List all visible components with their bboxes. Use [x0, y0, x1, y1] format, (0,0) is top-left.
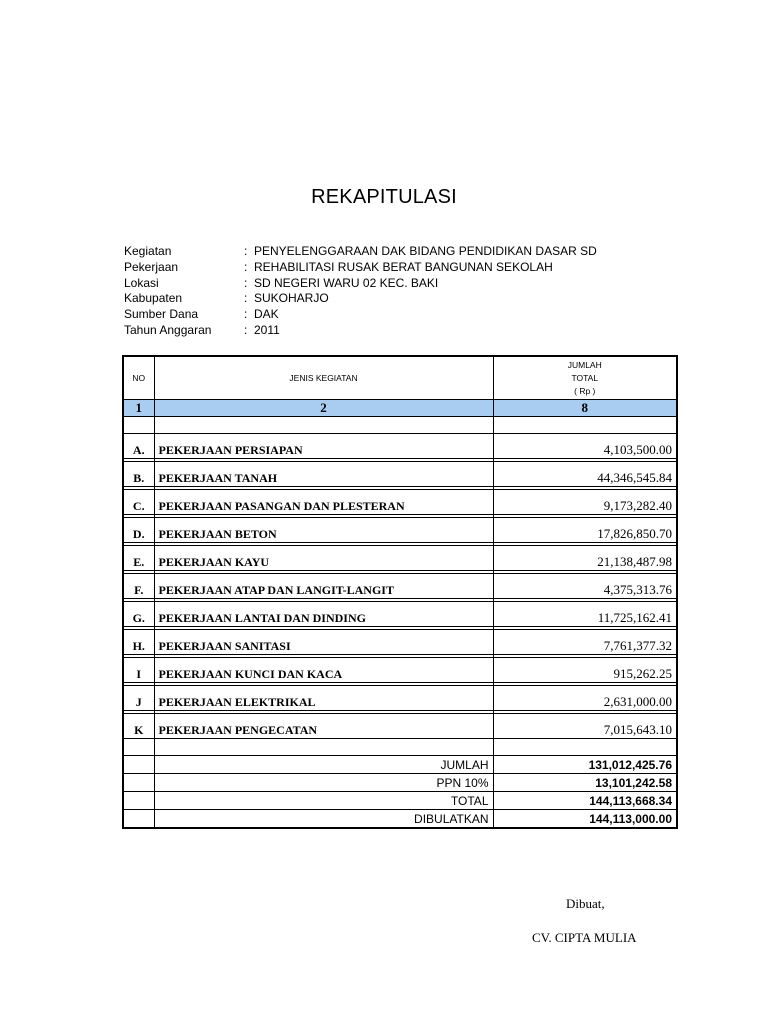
table-row	[123, 546, 677, 571]
info-label: Sumber Dana	[124, 307, 199, 322]
item-amount: 11,725,162.41	[493, 602, 677, 627]
info-label: Kegiatan	[124, 244, 172, 258]
item-amount: 915,262.25	[493, 658, 677, 683]
info-value: REHABILITASI RUSAK BERAT BANGUNAN SEKOLAH	[254, 259, 553, 274]
table-row	[123, 714, 677, 739]
info-row-lokasi	[124, 276, 684, 292]
summary-value: 13,101,242.58	[493, 774, 677, 792]
item-code: K	[123, 714, 154, 739]
item-amount: 21,138,487.98	[493, 546, 677, 571]
header-jumlah-line2: TOTAL	[571, 372, 599, 383]
blank-row	[123, 417, 677, 434]
info-value: 2011	[254, 322, 280, 337]
summary-value: 144,113,668.34	[493, 792, 677, 810]
made-by-label: Dibuat,	[566, 896, 605, 911]
summary-row-ppn	[123, 774, 677, 792]
table-row	[123, 434, 677, 459]
header-jenis-kegiatan: JENIS KEGIATAN	[154, 356, 493, 400]
table-row	[123, 686, 677, 711]
item-code: D.	[123, 518, 154, 543]
summary-label: PPN 10%	[154, 774, 493, 792]
item-code: J	[123, 686, 154, 711]
item-amount: 7,015,643.10	[493, 714, 677, 739]
item-code: G.	[123, 602, 154, 627]
table-row	[123, 602, 677, 627]
table-row	[123, 630, 677, 655]
info-label: Kabupaten	[124, 291, 183, 306]
info-value: SUKOHARJO	[254, 291, 329, 306]
header-jumlah-line1: JUMLAH	[567, 359, 602, 370]
item-amount: 4,103,500.00	[493, 434, 677, 459]
column-number: 1	[123, 400, 154, 417]
summary-row-total	[123, 792, 677, 810]
info-row-pekerjaan	[124, 260, 684, 276]
item-code: I	[123, 658, 154, 683]
info-label: Tahun Anggaran	[124, 322, 212, 337]
info-colon: :	[244, 291, 248, 306]
info-colon: :	[244, 307, 248, 322]
table-row	[123, 658, 677, 683]
item-amount: 44,346,545.84	[493, 462, 677, 487]
column-number-row	[123, 400, 677, 417]
item-code: A.	[123, 434, 154, 459]
item-amount: 7,761,377.32	[493, 630, 677, 655]
item-code: B.	[123, 462, 154, 487]
column-number: 2	[154, 400, 493, 417]
info-row-kabupaten	[124, 291, 684, 307]
info-colon: :	[244, 275, 248, 290]
item-code: H.	[123, 630, 154, 655]
blank-row	[123, 739, 677, 756]
item-name: PEKERJAAN PASANGAN DAN PLESTERAN	[154, 490, 493, 515]
summary-label: TOTAL	[154, 792, 493, 810]
table-row	[123, 518, 677, 543]
item-amount: 4,375,313.76	[493, 574, 677, 599]
info-colon: :	[244, 259, 248, 274]
item-name: PEKERJAAN SANITASI	[154, 630, 493, 655]
item-amount: 17,826,850.70	[493, 518, 677, 543]
table-header-row	[123, 356, 677, 400]
info-label: Lokasi	[124, 275, 159, 290]
header-no: NO	[123, 356, 154, 400]
item-name: PEKERJAAN ATAP DAN LANGIT-LANGIT	[154, 574, 493, 599]
item-name: PEKERJAAN TANAH	[154, 462, 493, 487]
info-row-tahun-anggaran	[124, 323, 684, 339]
table-row	[123, 574, 677, 599]
info-label: Pekerjaan	[124, 259, 179, 274]
item-code: F.	[123, 574, 154, 599]
item-name: PEKERJAAN PERSIAPAN	[154, 434, 493, 459]
info-value: PENYELENGGARAAN DAK BIDANG PENDIDIKAN DASAR SD	[254, 244, 597, 258]
item-name: PEKERJAAN BETON	[154, 518, 493, 543]
item-name: PEKERJAAN LANTAI DAN DINDING	[154, 602, 493, 627]
company-name: CV. CIPTA MULIA	[532, 930, 637, 945]
document-title: REKAPITULASI	[311, 186, 457, 208]
info-row-kegiatan	[124, 244, 684, 260]
recap-table	[122, 355, 678, 829]
item-name: PEKERJAAN KAYU	[154, 546, 493, 571]
item-code: E.	[123, 546, 154, 571]
table-row	[123, 462, 677, 487]
item-name: PEKERJAAN ELEKTRIKAL	[154, 686, 493, 711]
item-amount: 2,631,000.00	[493, 686, 677, 711]
summary-row-dibulatkan	[123, 810, 677, 829]
item-amount: 9,173,282.40	[493, 490, 677, 515]
summary-value: 131,012,425.76	[493, 756, 677, 774]
info-value: DAK	[254, 307, 279, 322]
info-value: SD NEGERI WARU 02 KEC. BAKI	[254, 275, 439, 290]
header-jumlah	[493, 356, 677, 400]
header-jumlah-line3: ( Rp )	[574, 385, 596, 396]
project-info	[124, 244, 684, 339]
summary-row-jumlah	[123, 756, 677, 774]
info-colon: :	[244, 322, 248, 337]
table-row	[123, 490, 677, 515]
info-colon: :	[244, 244, 248, 258]
column-number: 8	[493, 400, 677, 417]
info-row-sumber-dana	[124, 307, 684, 323]
summary-value: 144,113,000.00	[493, 810, 677, 829]
item-name: PEKERJAAN KUNCI DAN KACA	[154, 658, 493, 683]
item-name: PEKERJAAN PENGECATAN	[154, 714, 493, 739]
summary-label: JUMLAH	[154, 756, 493, 774]
summary-label: DIBULATKAN	[154, 810, 493, 829]
item-code: C.	[123, 490, 154, 515]
